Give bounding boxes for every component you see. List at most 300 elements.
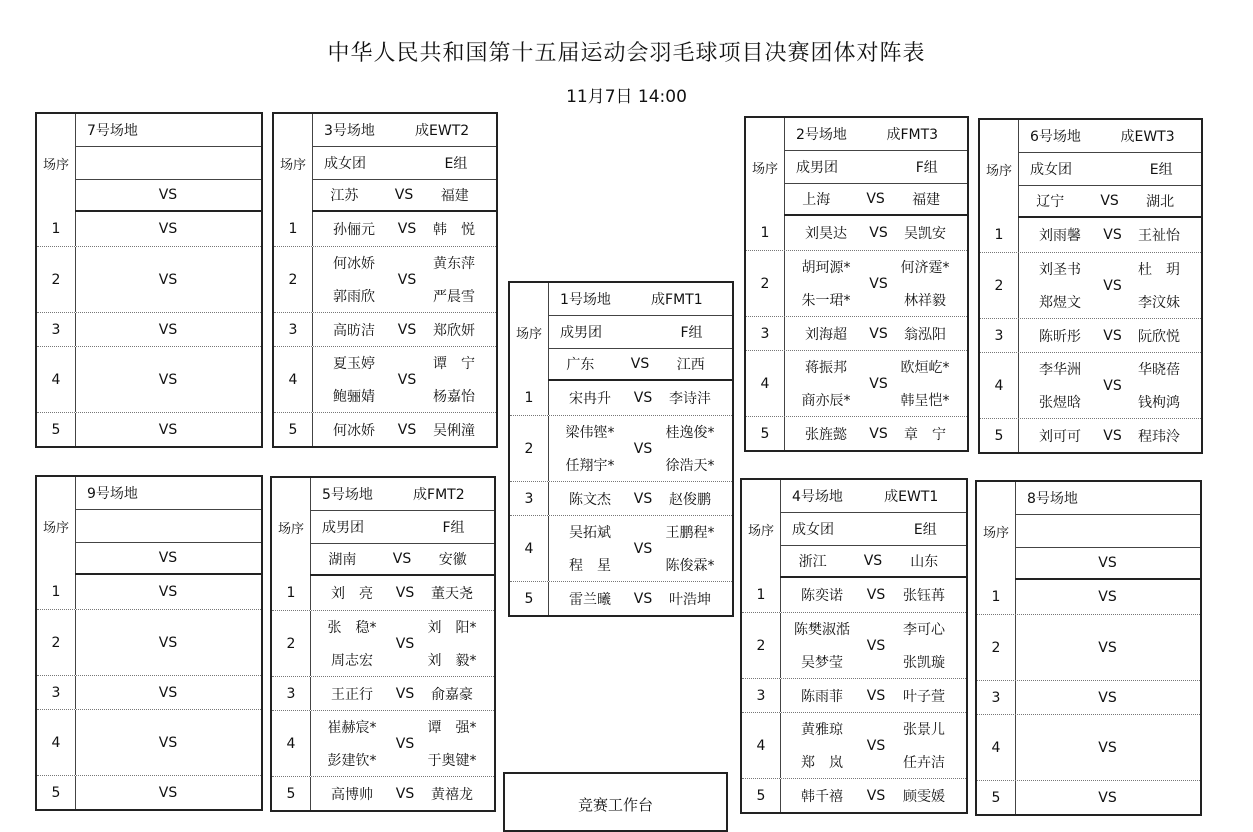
vs-label: VS — [395, 785, 415, 802]
vs-label: VS — [866, 687, 886, 704]
right-players — [652, 381, 728, 415]
vs-label: VS — [158, 221, 178, 237]
player-name: 雷兰曦 — [569, 591, 611, 608]
match-row — [746, 216, 967, 250]
player-name: 林祥毅 — [904, 292, 946, 309]
court-header — [37, 114, 261, 212]
right-players — [652, 516, 728, 581]
match-code: 成FMT1 — [651, 292, 703, 308]
player-name: 郑欣妍 — [433, 322, 475, 339]
court-header — [980, 120, 1201, 218]
team-type: 成男团 — [322, 520, 364, 536]
player-name: 吴拓斌 — [569, 525, 611, 542]
vs-label: VS — [866, 587, 886, 603]
sequence-label: 场序 — [977, 482, 1016, 580]
left-players — [1022, 419, 1098, 452]
match-number: 1 — [272, 576, 311, 610]
match-number: 5 — [37, 776, 76, 809]
player-name: 谭 宁 — [433, 356, 475, 373]
match-row — [37, 412, 261, 446]
match-row — [274, 346, 496, 412]
player-name: 杨嘉怡 — [433, 388, 475, 405]
match-row — [274, 312, 496, 346]
right-players — [886, 713, 962, 778]
vs-label: VS — [397, 421, 417, 438]
left-players — [788, 251, 864, 316]
player-name: 任卉洁 — [903, 754, 945, 771]
right-players — [1121, 253, 1197, 318]
left-players — [784, 578, 860, 612]
player-name: 高昉洁 — [333, 322, 375, 339]
player-name: 崔赫宸* — [327, 720, 377, 737]
match-number: 4 — [977, 715, 1016, 780]
competition-desk-box: 竞赛工作台 — [503, 772, 728, 832]
player-name: 韩千禧 — [801, 788, 843, 805]
team-type: 成男团 — [560, 325, 602, 341]
team-type-row — [75, 147, 261, 180]
left-players — [552, 516, 628, 581]
player-name: 宋冉升 — [569, 391, 611, 407]
vs-label: VS — [1098, 739, 1117, 756]
court-header — [274, 114, 496, 212]
left-players — [316, 247, 392, 312]
court-info-row — [75, 477, 261, 510]
match-number: 4 — [746, 351, 785, 416]
match-number: 1 — [37, 212, 76, 246]
match-row — [742, 778, 966, 812]
player-name: 董天尧 — [431, 586, 473, 602]
left-players — [788, 216, 864, 250]
vs-label: VS — [866, 191, 885, 207]
vs-label: VS — [1098, 589, 1117, 605]
right-players — [1121, 218, 1197, 252]
court-card — [975, 480, 1202, 816]
player-name: 梁伟铿* — [565, 425, 615, 442]
player-name: 赵俊鹏 — [669, 491, 711, 508]
vs-label: VS — [397, 371, 417, 388]
player-name: 徐浩天* — [665, 457, 715, 474]
right-players — [414, 611, 490, 676]
right-players — [414, 677, 490, 710]
player-name: 程 星 — [569, 557, 611, 574]
left-players — [788, 317, 864, 350]
vs-label: VS — [869, 325, 888, 342]
group-label: F组 — [442, 520, 465, 536]
player-name: 王鹏程* — [665, 525, 715, 542]
match-number: 1 — [510, 381, 549, 415]
match-number: 2 — [742, 613, 781, 678]
player-name: 韩 悦 — [433, 222, 475, 238]
player-name: 顾雯媛 — [903, 788, 945, 805]
player-name: 张凯璇 — [903, 654, 945, 671]
vs-label: VS — [158, 584, 178, 600]
match-row — [272, 610, 494, 676]
match-number: 4 — [272, 711, 311, 776]
match-rows — [272, 576, 494, 810]
match-number: 1 — [980, 218, 1019, 252]
teams-row — [310, 544, 494, 576]
player-name: 张旌懿 — [805, 426, 847, 443]
player-name: 桂逸俊* — [665, 425, 715, 442]
left-players — [316, 212, 392, 246]
vs-label: VS — [392, 551, 412, 567]
player-name: 阮欣悦 — [1138, 328, 1180, 345]
match-number: 3 — [272, 677, 311, 710]
player-name: 于奥键* — [427, 752, 477, 769]
court-info-row — [310, 478, 494, 511]
right-players — [886, 613, 962, 678]
team-a: 湖南 — [328, 552, 357, 568]
match-row — [980, 252, 1201, 318]
player-name: 章 宁 — [904, 426, 946, 443]
player-name: 韩呈恺* — [900, 392, 950, 409]
player-name: 王祉怡 — [1138, 228, 1180, 244]
team-type-row — [1018, 153, 1201, 186]
match-code: 成EWT3 — [1120, 129, 1175, 145]
vs-label: VS — [1100, 193, 1119, 209]
court-name: 5号场地 — [322, 487, 373, 503]
right-players — [416, 313, 492, 346]
court-card — [272, 112, 498, 448]
teams-row — [784, 184, 967, 216]
vs-label: VS — [633, 440, 653, 457]
vs-label: VS — [869, 275, 888, 292]
match-rows — [977, 580, 1200, 814]
player-name: 杜 玥 — [1138, 262, 1180, 279]
match-row — [510, 515, 732, 581]
right-players — [416, 413, 492, 446]
match-rows — [742, 578, 966, 812]
vs-label: VS — [1103, 427, 1122, 444]
court-header — [746, 118, 967, 216]
teams-row — [1015, 548, 1200, 580]
match-row — [980, 418, 1201, 452]
court-info-row — [780, 480, 966, 513]
vs-label: VS — [633, 390, 653, 406]
right-players — [652, 482, 728, 515]
right-players — [1121, 419, 1197, 452]
match-number: 1 — [977, 580, 1016, 614]
match-number: 5 — [980, 419, 1019, 452]
player-name: 刘海超 — [805, 326, 847, 343]
vs-label: VS — [397, 271, 417, 288]
sequence-label: 场序 — [510, 283, 549, 381]
teams-row — [75, 180, 261, 212]
vs-label: VS — [394, 187, 414, 203]
court-name: 4号场地 — [792, 489, 843, 505]
right-players — [414, 576, 490, 610]
player-name: 钱枸鸿 — [1138, 394, 1180, 411]
left-players — [784, 613, 860, 678]
player-name: 刘昊达 — [805, 226, 847, 242]
left-players — [314, 611, 390, 676]
match-number: 4 — [980, 353, 1019, 418]
vs-label: VS — [158, 271, 178, 288]
vs-label: VS — [1098, 639, 1117, 656]
right-players — [652, 416, 728, 481]
team-type-row — [548, 316, 732, 349]
match-code: 成EWT2 — [415, 123, 470, 139]
match-row — [274, 246, 496, 312]
court-name: 1号场地 — [560, 292, 611, 308]
left-players — [552, 482, 628, 515]
player-name: 何冰娇 — [333, 422, 375, 439]
match-row — [272, 576, 494, 610]
match-number: 2 — [977, 615, 1016, 680]
player-name: 张景儿 — [903, 722, 945, 739]
player-name: 严晨雪 — [433, 288, 475, 305]
vs-label: VS — [866, 637, 886, 654]
vs-label: VS — [863, 553, 883, 569]
match-number: 4 — [742, 713, 781, 778]
right-players — [887, 251, 963, 316]
vs-label: VS — [866, 737, 886, 754]
match-number: 3 — [977, 681, 1016, 714]
match-row — [746, 316, 967, 350]
player-name: 吴凯安 — [904, 226, 946, 242]
court-card — [508, 281, 734, 617]
team-type-row — [310, 511, 494, 544]
match-number: 4 — [37, 710, 76, 775]
vs-label: VS — [395, 585, 415, 601]
group-label: F组 — [680, 325, 703, 341]
page-title: 中华人民共和国第十五届运动会羽毛球项目决赛团体对阵表 — [327, 41, 926, 66]
player-name: 刘 毅* — [427, 652, 477, 669]
player-name: 陈文杰 — [569, 491, 611, 508]
court-card — [740, 478, 968, 814]
match-number: 2 — [746, 251, 785, 316]
player-name: 刘圣书 — [1039, 262, 1081, 279]
court-info-row — [784, 118, 967, 151]
match-row — [980, 218, 1201, 252]
team-type: 成男团 — [796, 160, 838, 176]
match-number: 3 — [37, 313, 76, 346]
match-row — [742, 712, 966, 778]
match-row — [272, 676, 494, 710]
player-name: 黄东萍 — [433, 256, 475, 273]
player-name: 郑 岚 — [801, 754, 843, 771]
player-name: 夏玉婷 — [333, 356, 375, 373]
court-name: 2号场地 — [796, 127, 847, 143]
vs-label: VS — [1098, 789, 1117, 806]
vs-label: VS — [158, 550, 178, 566]
left-players — [316, 313, 392, 346]
match-row — [977, 714, 1200, 780]
player-name: 张钰苒 — [903, 588, 945, 604]
group-label: E组 — [913, 522, 937, 538]
group-label: E组 — [1149, 162, 1173, 178]
match-row — [980, 352, 1201, 418]
player-name: 鲍骊婧 — [333, 388, 375, 405]
match-number: 1 — [37, 575, 76, 609]
player-name: 陈俊霖* — [665, 557, 715, 574]
match-number: 5 — [37, 413, 76, 446]
match-row — [510, 481, 732, 515]
player-name: 欧烜屹* — [900, 360, 950, 377]
player-name: 刘 阳* — [427, 620, 477, 637]
vs-label: VS — [633, 490, 653, 507]
team-b: 福建 — [440, 188, 469, 204]
match-number: 3 — [510, 482, 549, 515]
player-name: 谭 强* — [427, 720, 477, 737]
match-number: 1 — [746, 216, 785, 250]
match-row — [742, 612, 966, 678]
team-type: 成女团 — [1030, 162, 1072, 178]
player-name: 黄禧龙 — [431, 786, 473, 803]
vs-label: VS — [397, 321, 417, 338]
team-type: 成女团 — [324, 156, 366, 172]
player-name: 蒋振邦 — [805, 360, 847, 377]
teams-row — [312, 180, 496, 212]
court-info-row — [75, 114, 261, 147]
player-name: 李华洲 — [1039, 362, 1081, 379]
court-card — [744, 116, 969, 452]
left-players — [788, 417, 864, 450]
court-header — [37, 477, 261, 575]
player-name: 郑煜文 — [1039, 294, 1081, 311]
court-info-row — [312, 114, 496, 147]
court-name: 6号场地 — [1030, 129, 1081, 145]
vs-label: VS — [1098, 689, 1117, 706]
court-header — [977, 482, 1200, 580]
left-players — [314, 576, 390, 610]
player-name: 程玮泠 — [1138, 428, 1180, 445]
match-row — [977, 780, 1200, 814]
player-name: 李诗沣 — [669, 391, 711, 407]
player-name: 张煜晗 — [1039, 394, 1081, 411]
group-label: F组 — [915, 160, 938, 176]
team-a: 广东 — [566, 357, 595, 373]
vs-label: VS — [158, 371, 178, 388]
match-rows — [980, 218, 1201, 452]
player-name: 孙俪元 — [333, 222, 375, 238]
match-row — [37, 609, 261, 675]
vs-label: VS — [158, 784, 178, 801]
player-name: 郭雨欣 — [333, 288, 375, 305]
left-players — [788, 351, 864, 416]
vs-label: VS — [1098, 555, 1117, 571]
right-players — [416, 347, 492, 412]
court-card — [270, 476, 496, 812]
court-card — [978, 118, 1203, 454]
player-name: 何济霆* — [900, 260, 950, 277]
vs-label: VS — [1103, 227, 1122, 243]
player-name: 黄雅琼 — [801, 722, 843, 739]
match-row — [37, 775, 261, 809]
match-number: 5 — [746, 417, 785, 450]
vs-label: VS — [395, 635, 415, 652]
date-time: 11月7日 14:00 — [566, 87, 687, 107]
team-type-row — [75, 510, 261, 543]
match-row — [746, 416, 967, 450]
match-row — [272, 776, 494, 810]
match-row — [977, 614, 1200, 680]
team-type-row — [780, 513, 966, 546]
vs-label: VS — [158, 634, 178, 651]
match-row — [980, 318, 1201, 352]
team-b: 湖北 — [1146, 194, 1175, 210]
left-players — [314, 711, 390, 776]
player-name: 华晓蓓 — [1138, 362, 1180, 379]
teams-row — [1018, 186, 1201, 218]
right-players — [1121, 319, 1197, 352]
match-code: 成FMT3 — [886, 127, 939, 143]
court-info-row — [548, 283, 732, 316]
match-row — [37, 312, 261, 346]
match-number: 5 — [742, 779, 781, 812]
left-players — [552, 582, 628, 615]
player-name: 张 稳* — [327, 620, 377, 637]
team-b: 江西 — [676, 357, 705, 373]
left-players — [1022, 218, 1098, 252]
team-b: 福建 — [912, 192, 941, 208]
match-row — [746, 350, 967, 416]
vs-label: VS — [397, 221, 417, 237]
left-players — [314, 677, 390, 710]
team-a: 江苏 — [330, 188, 359, 204]
match-number: 4 — [37, 347, 76, 412]
match-rows — [510, 381, 732, 615]
vs-label: VS — [158, 421, 178, 438]
group-label: E组 — [444, 156, 468, 172]
match-row — [37, 575, 261, 609]
court-name: 9号场地 — [87, 486, 138, 502]
left-players — [314, 777, 390, 810]
match-number: 5 — [274, 413, 313, 446]
match-number: 5 — [977, 781, 1016, 814]
vs-label: VS — [395, 735, 415, 752]
match-number: 2 — [272, 611, 311, 676]
match-row — [977, 680, 1200, 714]
right-players — [887, 417, 963, 450]
match-row — [510, 581, 732, 615]
left-players — [784, 779, 860, 812]
court-header — [742, 480, 966, 578]
vs-label: VS — [630, 356, 650, 372]
vs-label: VS — [1103, 277, 1122, 294]
match-number: 3 — [274, 313, 313, 346]
match-row — [274, 412, 496, 446]
court-header — [272, 478, 494, 576]
court-info-row — [1018, 120, 1201, 153]
player-name: 朱一珺* — [801, 292, 851, 309]
player-name: 叶子萱 — [903, 688, 945, 705]
match-code: 成EWT1 — [884, 489, 939, 505]
player-name: 俞嘉豪 — [431, 686, 473, 703]
match-number: 4 — [274, 347, 313, 412]
match-number: 4 — [510, 516, 549, 581]
right-players — [887, 351, 963, 416]
match-row — [272, 710, 494, 776]
court-header — [510, 283, 732, 381]
sequence-label: 场序 — [980, 120, 1019, 218]
right-players — [887, 216, 963, 250]
vs-label: VS — [869, 225, 888, 241]
match-row — [37, 675, 261, 709]
match-code: 成FMT2 — [413, 487, 465, 503]
match-row — [274, 212, 496, 246]
left-players — [1022, 319, 1098, 352]
vs-label: VS — [395, 685, 415, 702]
court-info-row — [1015, 482, 1200, 515]
left-players — [316, 347, 392, 412]
player-name: 高博帅 — [331, 786, 373, 803]
player-name: 陈樊淑湉 — [794, 622, 850, 639]
team-b: 山东 — [910, 554, 939, 570]
player-name: 陈雨菲 — [801, 688, 843, 705]
right-players — [1121, 353, 1197, 418]
right-players — [652, 582, 728, 615]
